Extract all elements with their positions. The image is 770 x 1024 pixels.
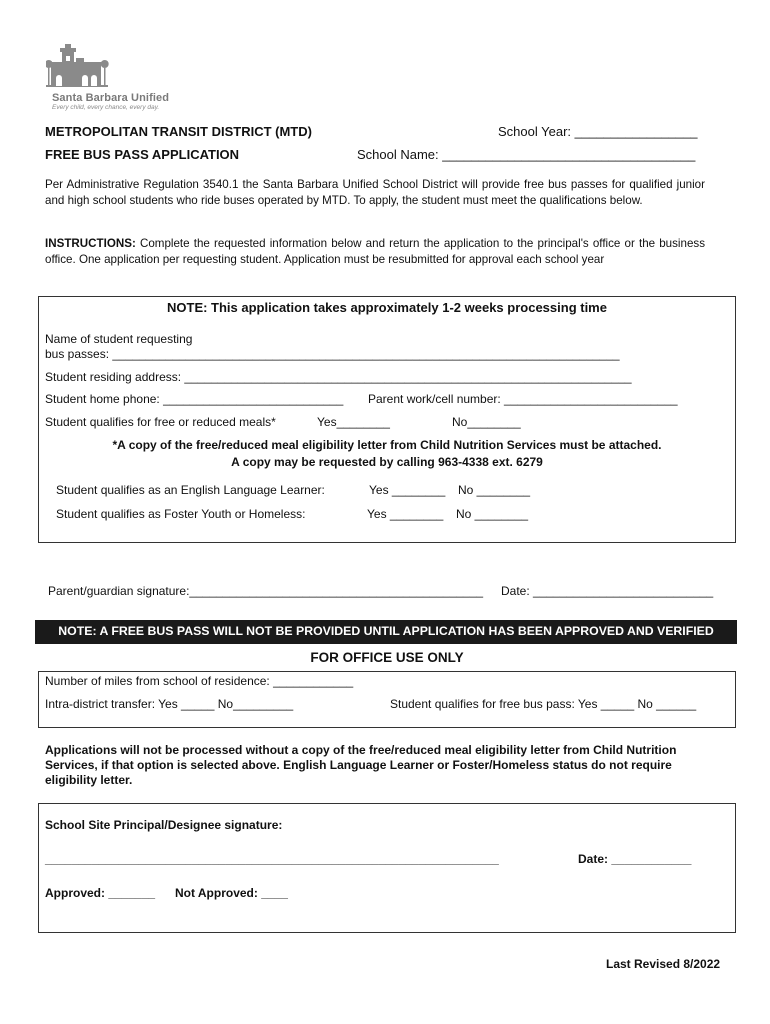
office-use-title: FOR OFFICE USE ONLY <box>310 650 464 665</box>
student-name-field[interactable]: bus passes: ____________________________________________________________________________ <box>45 347 620 361</box>
meals-label: Student qualifies for free or reduced meals* <box>45 415 276 429</box>
transfer-field[interactable]: Intra-district transfer: Yes _____ No_________ <box>45 697 294 711</box>
principal-signature-line[interactable]: ____________________________________________________________________ <box>45 852 499 866</box>
logo-name: Santa Barbara Unified <box>52 92 170 104</box>
school-name-line[interactable]: ___________________________________ <box>442 147 696 162</box>
principal-signature-label: School Site Principal/Designee signature: <box>45 818 283 832</box>
instructions-paragraph <box>45 236 705 268</box>
ell-label: Student qualifies as an English Language Learner: <box>56 483 325 497</box>
parent-phone-field[interactable]: Parent work/cell number: __________________________ <box>368 392 678 406</box>
meals-yes-field[interactable]: Yes________ <box>317 415 390 429</box>
principal-date-field[interactable]: Date: ____________ <box>578 852 692 866</box>
miles-field[interactable]: Number of miles from school of residence: ____________ <box>45 674 354 688</box>
instructions-label: INSTRUCTIONS: <box>45 237 136 250</box>
address-field[interactable]: Student residing address: ___________________________________________________________________ <box>45 370 632 384</box>
foster-no-field[interactable]: No ________ <box>456 507 529 521</box>
form-title: FREE BUS PASS APPLICATION <box>45 147 240 162</box>
parent-date-field[interactable]: Date: ___________________________ <box>501 584 714 598</box>
foster-yes-field[interactable]: Yes ________ <box>367 507 444 521</box>
school-name-label: School Name: <box>357 147 443 162</box>
not-approved-field[interactable]: Not Approved: ____ <box>175 886 288 900</box>
student-name-label: Name of student requesting <box>45 332 193 346</box>
meals-no-field[interactable]: No________ <box>452 415 521 429</box>
logo-tagline: Every child, every chance, every day. <box>52 104 160 111</box>
warning-banner-text: NOTE: A FREE BUS PASS WILL NOT BE PROVIDED UNTIL APPLICATION HAS BEEN APPROVED AND VERIFIED <box>58 624 714 638</box>
processing-note: NOTE: This application takes approximately 1-2 weeks processing time <box>167 300 607 315</box>
district-title: METROPOLITAN TRANSIT DISTRICT (MTD) <box>45 124 312 139</box>
approved-field[interactable]: Approved: _______ <box>45 886 156 900</box>
parent-signature-field[interactable]: Parent/guardian signature:____________________________________________ <box>48 584 484 598</box>
ell-yes-field[interactable]: Yes ________ <box>369 483 446 497</box>
school-year-field[interactable] <box>498 124 698 139</box>
home-phone-field[interactable]: Student home phone: ___________________________ <box>45 392 344 406</box>
meal-note-line-1: *A copy of the free/reduced meal eligibility letter from Child Nutrition Services must be attached. <box>112 438 662 452</box>
school-year-label: School Year: <box>498 124 575 139</box>
meal-note-line-2: A copy may be requested by calling 963-4338 ext. 6279 <box>231 455 543 469</box>
foster-label: Student qualifies as Foster Youth or Homeless: <box>56 507 306 521</box>
ell-no-field[interactable]: No ________ <box>458 483 531 497</box>
last-revised: Last Revised 8/2022 <box>606 957 721 971</box>
district-logo <box>46 44 181 94</box>
qualifies-field[interactable]: Student qualifies for free bus pass: Yes _____ No ______ <box>390 697 697 711</box>
intro-paragraph: Per Administrative Regulation 3540.1 the Santa Barbara Unified School District will provide free bus passes for qualified junior and high school students who ride buses operated by MTD. To apply, the student must meet the qualifications below. <box>45 178 705 207</box>
school-year-line[interactable]: _________________ <box>574 124 698 139</box>
instructions-text: Complete the requested information below and return the application to the principal's office or the business office. One application per requesting student. Application must be resubmitted for approval each school year <box>45 237 705 266</box>
eligibility-warning: Applications will not be processed without a copy of the free/reduced meal eligibility letter from Child Nutrition Services, if that option is selected above. English Language Learner or Foster/Homeless status do not require eligibility letter. <box>45 743 677 787</box>
school-name-field[interactable] <box>357 147 695 162</box>
